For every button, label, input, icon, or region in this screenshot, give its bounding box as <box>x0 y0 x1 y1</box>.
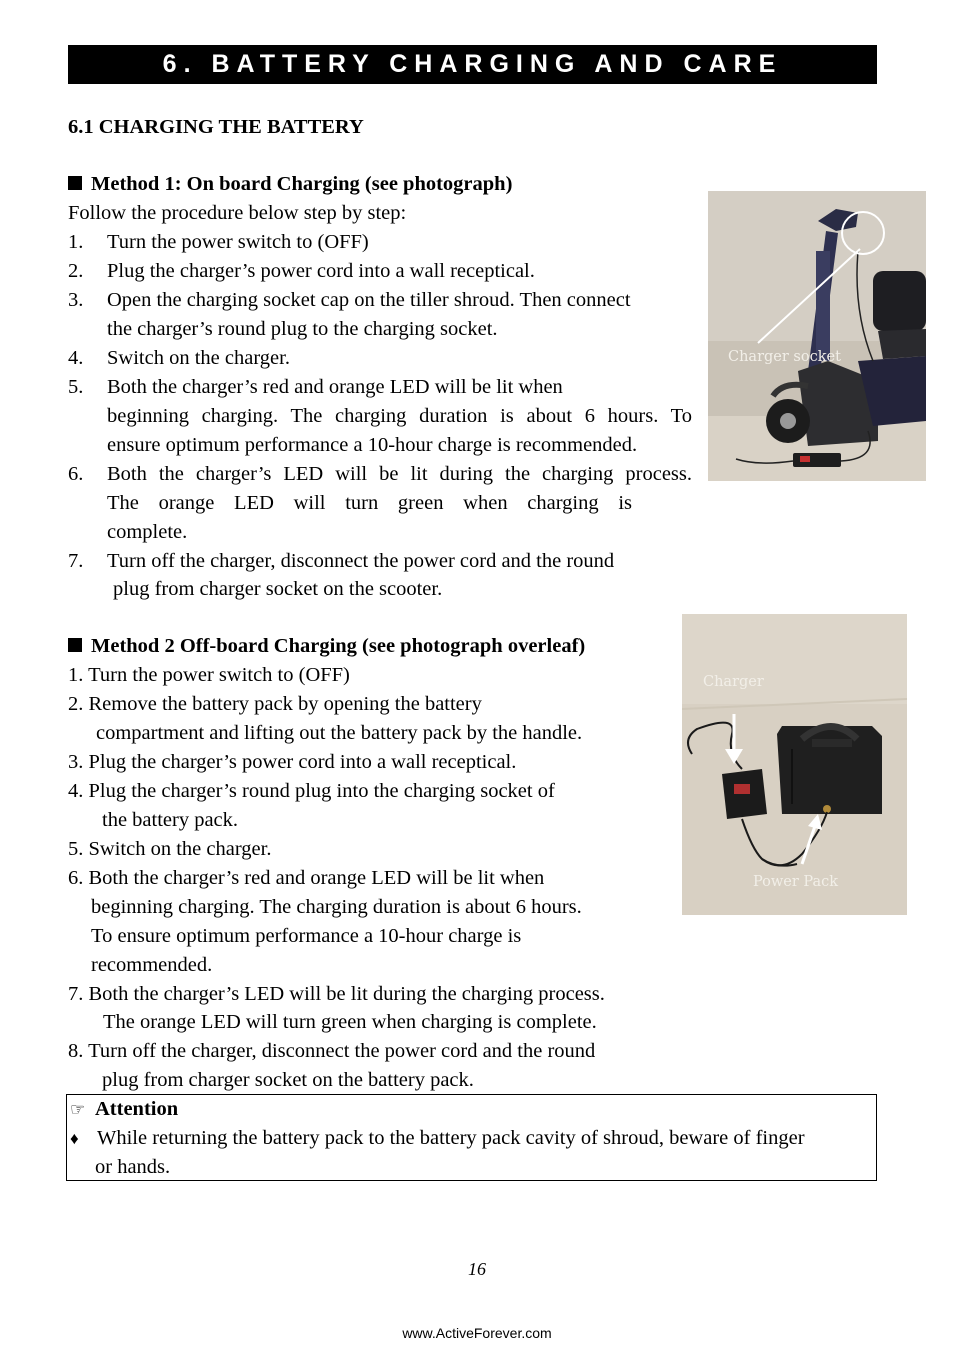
method1-step-line: Turn off the charger, disconnect the power cord and the round <box>107 550 615 572</box>
square-bullet-icon <box>68 176 82 190</box>
website-footer: www.ActiveForever.com <box>402 1325 552 1341</box>
attention-title: Attention <box>95 1098 179 1120</box>
method1-step-line: Both the charger’s LED will be lit during the charging process. <box>107 463 692 485</box>
method1-step-line: Turn the power switch to (OFF) <box>107 231 369 253</box>
method1-step-line: plug from charger socket on the scooter. <box>113 578 443 600</box>
attention-text-line: or hands. <box>95 1156 171 1178</box>
method1-step-number: 7. <box>68 550 84 572</box>
method2-line: the battery pack. <box>102 809 239 831</box>
method1-step-line: Both the charger’s red and orange LED will be lit when <box>107 376 563 398</box>
section-title-banner: 6. BATTERY CHARGING AND CARE <box>68 45 877 84</box>
scooter-charging-photo <box>708 191 926 481</box>
method2-line: plug from charger socket on the battery pack. <box>102 1069 474 1091</box>
method2-line: To ensure optimum performance a 10-hour charge is <box>91 925 522 947</box>
method1-title-text: Method 1: On board Charging (see photograph) <box>91 173 513 195</box>
method2-title <box>68 632 585 661</box>
method1-step-number: 2. <box>68 260 84 282</box>
method2-line: 4. Plug the charger’s round plug into the charging socket of <box>68 780 555 802</box>
method2-line: 1. Turn the power switch to (OFF) <box>68 664 350 686</box>
method2-line: The orange LED will turn green when charging is complete. <box>103 1011 597 1033</box>
method1-intro: Follow the procedure below step by step: <box>68 202 407 224</box>
attention-text-line: While returning the battery pack to the battery pack cavity of shroud, beware of finger <box>97 1127 805 1149</box>
method1-title <box>68 170 512 199</box>
square-bullet-icon <box>68 638 82 652</box>
method1-step-line: Plug the charger’s power cord into a wall receptical. <box>107 260 535 282</box>
battery-pack-charging-photo <box>682 614 907 915</box>
method2-line: 7. Both the charger’s LED will be lit during the charging process. <box>68 983 605 1005</box>
method1-step-line: complete. <box>107 521 188 543</box>
method2-line: 8. Turn off the charger, disconnect the power cord and the round <box>68 1040 596 1062</box>
method1-step-line: the charger’s round plug to the charging socket. <box>107 318 498 340</box>
method1-step-number: 1. <box>68 231 84 253</box>
method2-line: beginning charging. The charging duration is about 6 hours. <box>91 896 582 918</box>
method1-step-line: Switch on the charger. <box>107 347 290 369</box>
section-heading: 6.1 CHARGING THE BATTERY <box>68 116 364 138</box>
method1-step-line: Open the charging socket cap on the tiller shroud. Then connect <box>107 289 631 311</box>
method1-step-line: beginning charging. The charging duration is about 6 hours. To <box>107 405 692 427</box>
method2-line: recommended. <box>91 954 213 976</box>
method2-line: 6. Both the charger’s red and orange LED will be lit when <box>68 867 545 889</box>
method2-title-text: Method 2 Off-board Charging (see photograph overleaf) <box>91 635 586 657</box>
pointing-hand-icon: ☞ <box>70 1100 86 1119</box>
diamond-bullet-icon: ♦ <box>70 1129 79 1148</box>
method1-step-line: ensure optimum performance a 10-hour charge is recommended. <box>107 434 638 456</box>
page-number: 16 <box>468 1259 486 1279</box>
method2-line: 5. Switch on the charger. <box>68 838 272 860</box>
method2-line: 3. Plug the charger’s power cord into a wall receptical. <box>68 751 517 773</box>
charger-caption: Charger <box>703 674 764 690</box>
method1-step-number: 4. <box>68 347 84 369</box>
method2-line: 2. Remove the battery pack by opening the battery <box>68 693 482 715</box>
method2-line: compartment and lifting out the battery pack by the handle. <box>96 722 583 744</box>
power-pack-caption: Power Pack <box>753 874 839 890</box>
method1-step-number: 6. <box>68 463 84 485</box>
method1-step-number: 3. <box>68 289 84 311</box>
charger-socket-caption: Charger socket <box>728 349 841 365</box>
method1-step-line: The orange LED will turn green when charging is <box>107 492 632 514</box>
method1-step-number: 5. <box>68 376 84 398</box>
